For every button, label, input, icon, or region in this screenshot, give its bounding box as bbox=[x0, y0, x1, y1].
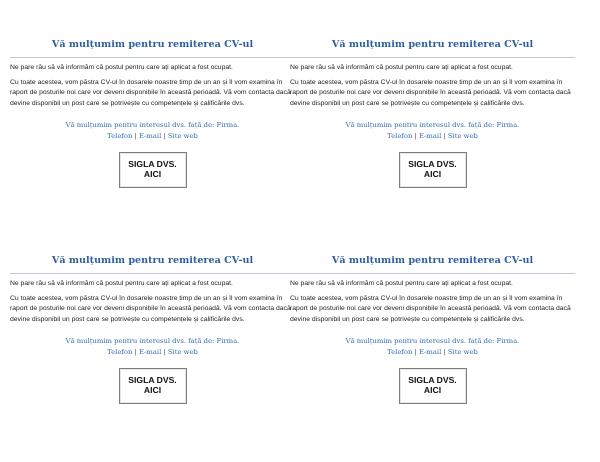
separator: | bbox=[443, 131, 446, 140]
logo-text-line2: AICI bbox=[143, 168, 162, 179]
logo-placeholder bbox=[119, 368, 187, 404]
intro-paragraph: Ne pare rău să vă informăm că postul pentru care ați aplicat a fost ocupat. bbox=[10, 64, 233, 71]
card-bottom-right bbox=[290, 253, 575, 404]
separator: | bbox=[414, 347, 417, 356]
intro-paragraph: Ne pare rău să vă informăm că postul pentru care ați aplicat a fost ocupat. bbox=[10, 280, 233, 287]
contact-links bbox=[290, 131, 575, 142]
card-title: Vă mulțumim pentru remiterea CV-ul bbox=[331, 255, 534, 266]
thanks-line: Vă mulțumim pentru interesul dvs. față de: Firma. bbox=[345, 121, 520, 130]
contact-links bbox=[10, 131, 295, 142]
body-paragraph: Cu toate acestea, vom păstra CV-ul în dosarele noastre timp de un an și îl vom examina în raport de posturile noi care vor deveni disponibile în această perioadă. Vă vom contacta dacă devine disponibil un post care se potrivește cu competențele și calificările dvs. bbox=[290, 294, 571, 323]
separator: | bbox=[134, 131, 137, 140]
phone-link[interactable]: Telefon bbox=[387, 347, 413, 356]
card-bottom-left bbox=[10, 253, 295, 404]
separator: | bbox=[414, 131, 417, 140]
contact-links bbox=[290, 347, 575, 358]
logo-text-line1: SIGLA DVS. bbox=[408, 374, 457, 385]
website-link[interactable]: Site web bbox=[167, 131, 198, 140]
divider bbox=[10, 273, 295, 274]
body-paragraph: Cu toate acestea, vom păstra CV-ul în dosarele noastre timp de un an și îl vom examina în raport de posturile noi care vor deveni disponibile în această perioadă. Vă vom contacta dacă devine disponibil un post care se potrivește cu competențele și calificările dvs. bbox=[10, 294, 291, 323]
divider bbox=[10, 57, 295, 58]
logo-placeholder bbox=[399, 152, 467, 188]
card-top-left bbox=[10, 37, 295, 188]
card-title: Vă mulțumim pentru remiterea CV-ul bbox=[331, 39, 534, 50]
thanks-line: Vă mulțumim pentru interesul dvs. față de: Firma. bbox=[65, 121, 240, 130]
email-link[interactable]: E-mail bbox=[139, 347, 162, 356]
body-paragraph: Cu toate acestea, vom păstra CV-ul în dosarele noastre timp de un an și îl vom examina în raport de posturile noi care vor deveni disponibile în această perioadă. Vă vom contacta dacă devine disponibil un post care se potrivește cu competențele și calificările dvs. bbox=[290, 78, 571, 107]
card-top-right bbox=[290, 37, 575, 188]
thanks-line: Vă mulțumim pentru interesul dvs. față de: Firma. bbox=[65, 337, 240, 346]
separator: | bbox=[163, 347, 166, 356]
thanks-line: Vă mulțumim pentru interesul dvs. față de: Firma. bbox=[345, 337, 520, 346]
body-paragraph: Cu toate acestea, vom păstra CV-ul în dosarele noastre timp de un an și îl vom examina în raport de posturile noi care vor deveni disponibile în această perioadă. Vă vom contacta dacă devine disponibil un post care se potrivește cu competențele și calificările dvs. bbox=[10, 78, 291, 107]
email-link[interactable]: E-mail bbox=[419, 131, 442, 140]
intro-paragraph: Ne pare rău să vă informăm că postul pentru care ați aplicat a fost ocupat. bbox=[290, 280, 513, 287]
email-link[interactable]: E-mail bbox=[139, 131, 162, 140]
logo-text-line2: AICI bbox=[143, 384, 162, 395]
contact-links bbox=[10, 347, 295, 358]
logo-placeholder bbox=[399, 368, 467, 404]
logo-text-line2: AICI bbox=[423, 384, 442, 395]
phone-link[interactable]: Telefon bbox=[107, 131, 133, 140]
email-link[interactable]: E-mail bbox=[419, 347, 442, 356]
website-link[interactable]: Site web bbox=[167, 347, 198, 356]
divider bbox=[290, 57, 575, 58]
card-title: Vă mulțumim pentru remiterea CV-ul bbox=[51, 39, 254, 50]
website-link[interactable]: Site web bbox=[447, 131, 478, 140]
logo-text-line2: AICI bbox=[423, 168, 442, 179]
logo-placeholder bbox=[119, 152, 187, 188]
divider bbox=[290, 273, 575, 274]
phone-link[interactable]: Telefon bbox=[107, 347, 133, 356]
separator: | bbox=[443, 347, 446, 356]
phone-link[interactable]: Telefon bbox=[387, 131, 413, 140]
logo-text-line1: SIGLA DVS. bbox=[128, 374, 177, 385]
website-link[interactable]: Site web bbox=[447, 347, 478, 356]
card-title: Vă mulțumim pentru remiterea CV-ul bbox=[51, 255, 254, 266]
logo-text-line1: SIGLA DVS. bbox=[408, 158, 457, 169]
separator: | bbox=[163, 131, 166, 140]
logo-text-line1: SIGLA DVS. bbox=[128, 158, 177, 169]
intro-paragraph: Ne pare rău să vă informăm că postul pentru care ați aplicat a fost ocupat. bbox=[290, 64, 513, 71]
separator: | bbox=[134, 347, 137, 356]
